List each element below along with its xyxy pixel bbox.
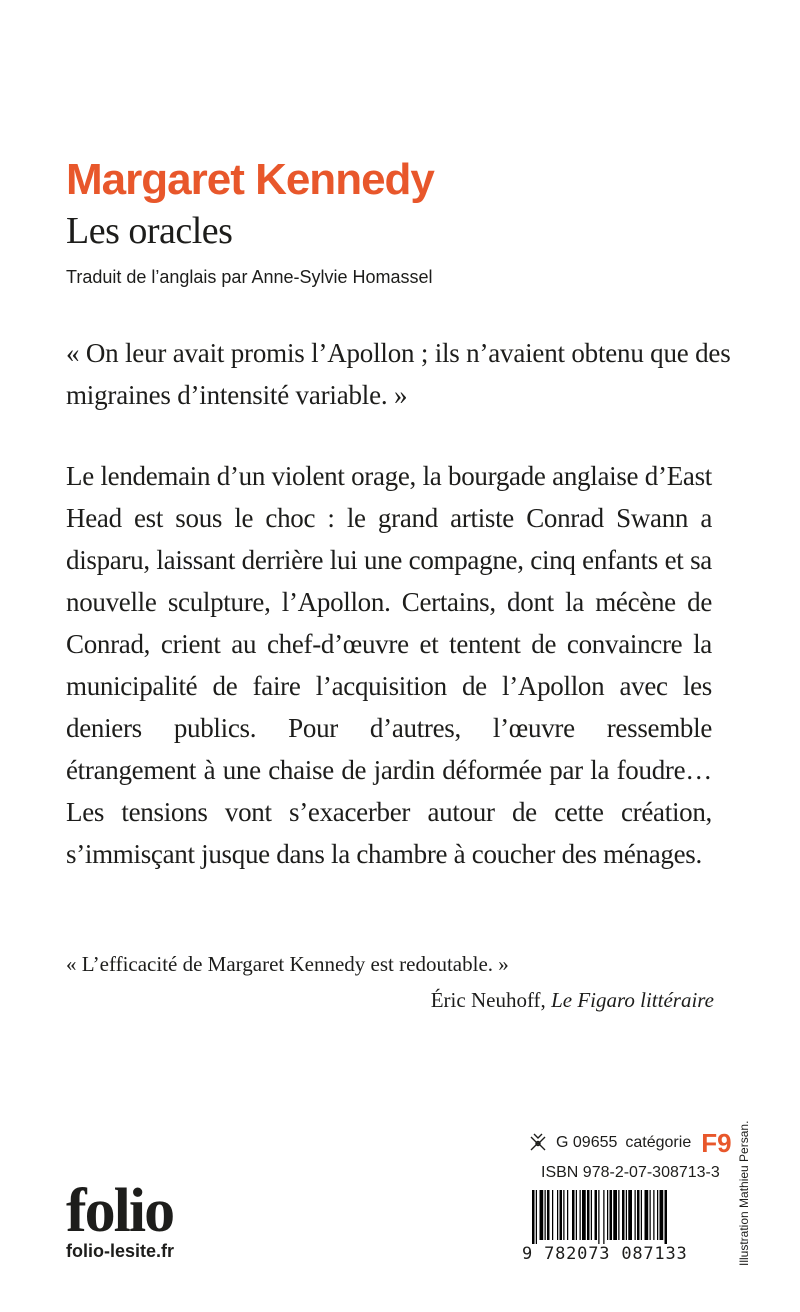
barcode-bar xyxy=(545,1190,546,1240)
barcode-bar xyxy=(637,1190,640,1240)
barcode-bar xyxy=(540,1190,544,1240)
barcode-bar xyxy=(641,1190,642,1240)
barcode-bar xyxy=(628,1190,632,1240)
review-publication: Le Figaro littéraire xyxy=(551,988,714,1012)
barcode-bar xyxy=(626,1190,627,1240)
barcode-bar xyxy=(650,1190,651,1240)
barcode-bar xyxy=(618,1190,619,1240)
barcode-bar xyxy=(582,1190,586,1240)
translator-credit: Traduit de l’anglais par Anne-Sylvie Homassel xyxy=(66,267,433,287)
barcode-bar xyxy=(657,1190,658,1240)
barcode-bar xyxy=(603,1190,604,1244)
review-quote: « L’efficacité de Margaret Kennedy est redoutable. » xyxy=(66,952,509,976)
barcode-bar xyxy=(576,1190,577,1240)
barcode-bar xyxy=(591,1190,592,1240)
barcode-bar xyxy=(560,1190,563,1240)
publisher-website[interactable]: folio-lesite.fr xyxy=(66,1241,175,1261)
barcode-bar xyxy=(645,1190,649,1240)
barcode-bar xyxy=(532,1190,535,1244)
barcode-bar xyxy=(653,1190,654,1240)
press-review xyxy=(66,946,714,1018)
folio-logo: folio xyxy=(66,1177,174,1245)
book-title: Les oracles xyxy=(66,210,233,252)
barcode-bar xyxy=(580,1190,581,1240)
barcode-bar xyxy=(567,1190,568,1240)
barcode-bar xyxy=(613,1190,617,1240)
barcode-bar xyxy=(536,1190,537,1244)
author-name: Margaret Kennedy xyxy=(66,155,434,204)
barcode-bar xyxy=(552,1190,553,1240)
epigraph-quote: « On leur avait promis l’Apollon ; ils n’avaient obtenu que des migraines d’intensité variable. » xyxy=(66,338,731,410)
illustration-credit: Illustration Mathieu Persan. xyxy=(737,1120,751,1266)
category-code: F9 xyxy=(701,1128,732,1158)
barcode-digits: 9 782073 087133 xyxy=(522,1244,688,1264)
barcode-bar xyxy=(557,1190,558,1240)
barcode-bar xyxy=(598,1190,599,1244)
barcode-bar xyxy=(595,1190,598,1240)
barcode-bar xyxy=(563,1190,564,1240)
barcode-bar xyxy=(635,1190,636,1240)
review-attribution xyxy=(66,982,714,1018)
catalog-info xyxy=(528,1130,732,1156)
gallimard-mark-icon xyxy=(528,1133,548,1153)
barcode-bar xyxy=(572,1190,575,1240)
barcode-bar xyxy=(547,1190,550,1240)
barcode-bar xyxy=(607,1190,608,1240)
isbn-number: ISBN 978-2-07-308713-3 xyxy=(541,1164,720,1181)
review-critic: Éric Neuhoff, xyxy=(430,988,546,1012)
reference-number: G 09655 xyxy=(556,1134,618,1151)
barcode-bar xyxy=(622,1190,625,1240)
barcode-bar xyxy=(610,1190,613,1240)
barcode-bar xyxy=(660,1190,664,1240)
category-label: catégorie xyxy=(625,1134,692,1151)
book-summary: Le lendemain d’un violent orage, la bourgade anglaise d’East Head est sous le choc : le grand artiste Conrad Swann a disparu, laissant derrière lui une compagne, cinq enfants et sa nouvelle sculpture, l’Apollon. Certains, dont la mécène de Conrad, crient au chef-d’œuvre et tentent de convaincre la municipalité de faire l’acquisition de l’Apollon avec les deniers publics. Pour d’autres, l’œuvre ressemble étrangement à une chaise de jardin déformée par la foudre… Les tensions vont s’exacerber autour de cette création, s’immisçant jusque dans la chambre à coucher des ménages. xyxy=(66,461,712,869)
barcode xyxy=(530,1190,710,1244)
barcode-bar xyxy=(587,1190,590,1240)
barcode-bar xyxy=(665,1190,668,1244)
